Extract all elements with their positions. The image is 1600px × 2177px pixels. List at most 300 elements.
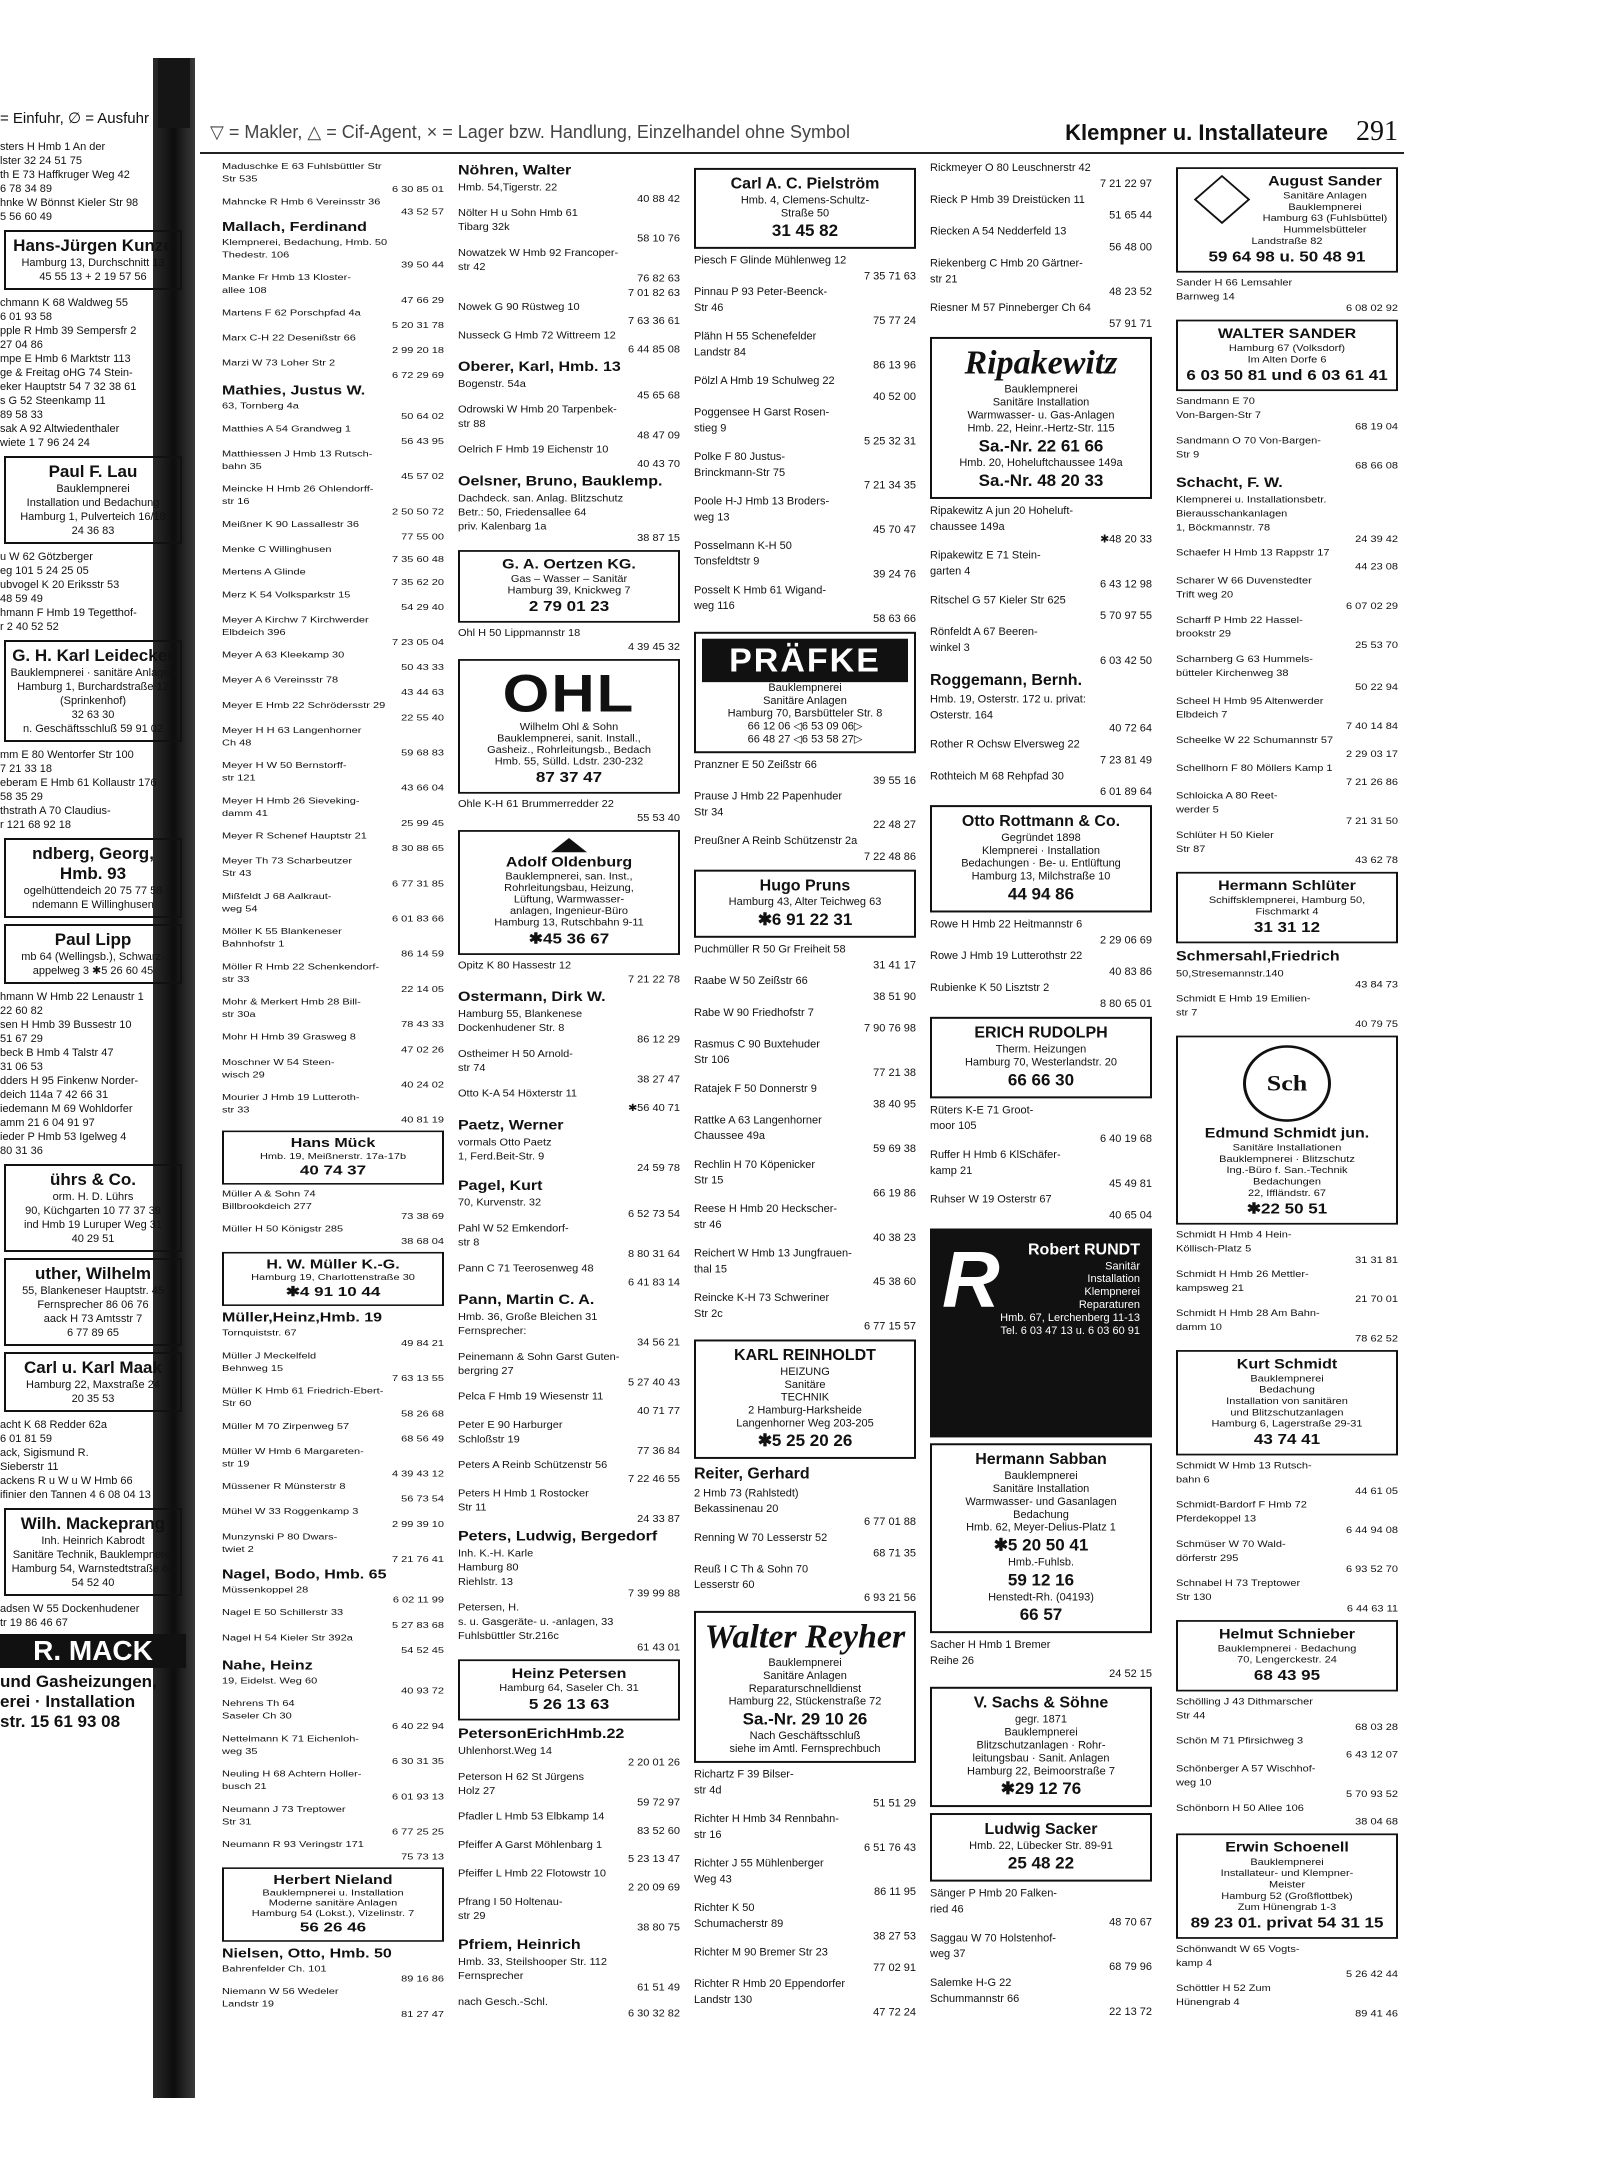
listing-entry (222, 1782, 444, 1802)
listing-phone: 6 77 01 88 (864, 1516, 916, 1529)
listing-entry (222, 1747, 444, 1767)
listing-text: weg 35 (222, 1746, 258, 1757)
listing-phone: 6 44 63 11 (1346, 1603, 1398, 1614)
listing-text: Str 15 (694, 1174, 724, 1187)
listing-entry (222, 1189, 444, 1199)
listing-entry (930, 610, 1152, 623)
listing-phone: 2 29 06 69 (1100, 934, 1152, 947)
listing-entry (458, 1603, 680, 1615)
listing-text: Billbrookdeich 277 (222, 1201, 312, 1212)
listing-entry (222, 940, 444, 960)
left-listing-line: iedemann M 69 Wohldorfer (0, 1103, 133, 1115)
advert-line: Bauklempnerei · sanitäre Anlagen (10, 667, 176, 679)
listing-phone: 40 24 02 (401, 1080, 444, 1090)
listing-phone: 68 66 08 (1355, 460, 1398, 472)
advert-box (1176, 167, 1398, 272)
advert-line: Reparaturschnelldienst (748, 1682, 862, 1695)
listing-entry (1176, 844, 1398, 867)
listing-entry (458, 1152, 680, 1175)
listing-text: Str 11 (458, 1502, 487, 1514)
listing-phone: 43 62 78 (1355, 855, 1398, 866)
left-page-content (0, 140, 186, 1732)
listing-text: Neumann J 73 Treptower (222, 1804, 346, 1815)
listing-text: str 19 (222, 1459, 250, 1469)
advert-phone: ✱5 20 50 41 (993, 1535, 1089, 1555)
listing-entry (458, 1577, 680, 1600)
listing-entry (930, 1194, 1152, 1207)
advert-box (458, 659, 680, 794)
listing-entry (1176, 1711, 1398, 1734)
listing-entry (1176, 396, 1398, 407)
listing-text: Peters A Reinb Schützenstr 56 (458, 1459, 608, 1471)
advert-phone: 68 43 95 (1253, 1667, 1321, 1684)
listing-text: Ch 48 (222, 738, 252, 748)
listing-text: Str 87 (1176, 843, 1206, 855)
listing-entry (694, 1083, 916, 1096)
listing-entry (694, 511, 916, 537)
listing-text: Hmb. 33, Steilshooper Str. 112 (458, 1957, 607, 1968)
listing-entry (458, 1117, 680, 1135)
listing-entry (1176, 292, 1398, 315)
listing-text: Tonsfeldtstr 9 (694, 555, 760, 568)
listing-phone: 44 23 08 (1355, 561, 1398, 573)
listing-text: Köllisch-Platz 5 (1176, 1243, 1252, 1255)
advert-line: Bauklempnerei · Blitzschutz (1219, 1154, 1355, 1165)
advert-line: Rohrleitungsbau, Heizung, (504, 883, 634, 894)
listing-text: Odrowski W Hmb 20 Tarpenbek- (458, 404, 617, 416)
left-listing-line: ubvogel K 20 Eriksstr 53 (0, 579, 120, 591)
listing-entry (458, 1826, 680, 1838)
listing-entry (930, 950, 1152, 963)
listing-phone: 6 44 94 08 (1346, 1525, 1398, 1536)
listing-phone: 78 62 52 (1355, 1333, 1398, 1344)
advert-line: Gegründet 1898 (1001, 831, 1081, 844)
listing-entry (930, 918, 1152, 931)
listing-text: Müller J Meckelfeld (222, 1351, 317, 1361)
advert-line: 6 77 89 65 (67, 1327, 119, 1339)
advert-line: (Sprinkenhof) (59, 695, 127, 707)
listing-entry (1176, 749, 1398, 760)
listing-entry (694, 1023, 916, 1036)
advert-box (694, 1339, 916, 1458)
listing-phone: 6 77 25 25 (392, 1827, 444, 1837)
listing-entry (222, 485, 444, 495)
listing-text: Meincke H Hmb 26 Ohlendorff- (222, 484, 374, 494)
listing-text: Mohr & Merkert Hmb 28 Bill- (222, 997, 361, 1007)
listing-text: Str 2c (694, 1307, 723, 1320)
listing-entry (1176, 1983, 1398, 1994)
listing-text: chaussee 149a (930, 520, 1005, 533)
listing-entry (458, 642, 680, 654)
advert-phone: 44 94 86 (1007, 884, 1075, 904)
right-page (200, 112, 1404, 2032)
advert-company-name: ührs & Co. (50, 1170, 136, 1189)
listing-entry (222, 402, 444, 422)
listing-text: kampsweg 21 (1176, 1282, 1244, 1294)
listing-phone: 24 33 87 (637, 1514, 680, 1525)
listing-entry (458, 799, 680, 811)
left-listing-line: thstrath A 70 Claudius- (0, 805, 111, 817)
listing-name: Nagel, Bodo, Hmb. 65 (222, 1568, 387, 1582)
listing-entry (694, 1813, 916, 1826)
advert-company-name: August Sander (1268, 174, 1382, 190)
advert-line: Hamburg 39, Knickweg 7 (507, 585, 631, 597)
listing-text: Pfrang I 50 Holtenau- (458, 1896, 563, 1908)
listing-phone: 6 07 02 29 (1346, 600, 1398, 612)
left-listing-line: beck B Hmb 4 Talstr 47 (0, 1047, 114, 1059)
listing-text: Schlüter H 50 Kieler (1176, 830, 1274, 841)
advert-box (1176, 1620, 1398, 1691)
listing-entry (694, 391, 916, 404)
listing-text: Pferdekoppel 13 (1176, 1513, 1257, 1525)
listing-text: 50,Stresemannstr.140 (1176, 968, 1284, 979)
listing-phone: 34 56 21 (637, 1337, 680, 1349)
listing-phone: 43 44 63 (401, 688, 444, 698)
listing-entry (1176, 278, 1398, 289)
listing-entry (222, 726, 444, 736)
listing-phone: 6 52 73 54 (628, 1209, 680, 1220)
listing-entry (930, 318, 1152, 331)
listing-text: str 121 (222, 773, 256, 783)
listing-entry (930, 566, 1152, 592)
listing-entry (458, 1726, 680, 1744)
listing-text: Von-Bargen-Str 7 (1176, 410, 1261, 421)
advert-line: Hmb.-Fuhlsb. (1007, 1556, 1075, 1569)
advert-line: HEIZUNG (780, 1366, 830, 1378)
left-listing-line: 7 21 33 18 (0, 763, 52, 775)
listing-phone: 43 52 57 (401, 207, 444, 217)
listing-entry (458, 1103, 680, 1115)
advert-box (1176, 1350, 1398, 1455)
advert-line: Sanitäre Installation (992, 396, 1090, 409)
advert-phone: Sa.-Nr. 48 20 33 (978, 471, 1104, 491)
listing-phone: 59 72 97 (637, 1797, 680, 1809)
listing-phone: 7 23 81 49 (1100, 754, 1152, 767)
listing-text: Pfeiffer L Hmb 22 Flotowstr 10 (458, 1868, 606, 1880)
listing-entry (694, 584, 916, 597)
listing-text: Peterson H 62 St Jürgens (458, 1771, 584, 1783)
listing-entry (222, 774, 444, 794)
left-listing-line: hmann W Hmb 22 Lenaustr 1 (0, 991, 144, 1003)
listing-text: Rattke A 63 Langenhorner (694, 1114, 822, 1127)
advert-company-name: Wilh. Mackeprang (20, 1514, 166, 1533)
listing-entry (222, 975, 444, 995)
listing-entry (930, 1639, 1152, 1652)
listing-text: Petersen, H. (458, 1602, 520, 1614)
listing-text: 70, Kurvenstr. 32 (458, 1197, 542, 1209)
left-advert-box (4, 230, 182, 290)
listing-phone: 58 26 68 (401, 1409, 444, 1419)
listing-phone: 5 27 40 43 (628, 1377, 680, 1389)
listing-entry (458, 1198, 680, 1221)
left-listing-line: sen H Hmb 39 Bussestr 10 (0, 1019, 132, 1031)
listing-text: weg 10 (1176, 1777, 1212, 1789)
advert-box (930, 805, 1152, 912)
listing-entry (694, 1579, 916, 1605)
advert-company-name: Helmut Schnieber (1218, 1627, 1356, 1642)
advert-phone: 87 37 47 (535, 768, 603, 786)
listing-phone: 48 70 67 (1109, 1916, 1152, 1929)
advert-line: ndemann E Willinghusen (32, 899, 154, 911)
listing-phone: 7 21 26 86 (1346, 776, 1398, 788)
listing-entry (1176, 1475, 1398, 1498)
listing-text: str 74 (458, 1063, 486, 1074)
listing-entry (222, 273, 444, 283)
listing-entry (1176, 710, 1398, 733)
listing-text: Rubienke K 50 Lisztstr 2 (930, 982, 1050, 994)
left-listing-line: amm 21 6 04 91 97 (0, 1117, 95, 1129)
listing-entry (930, 966, 1152, 979)
listing-entry (222, 1033, 444, 1043)
listing-name: Oelsner, Bruno, Bauklemp. (458, 473, 663, 489)
listing-phone: 5 25 32 31 (864, 435, 916, 448)
listing-text: Riehlstr. 13 (458, 1576, 514, 1588)
listing-entry (222, 1399, 444, 1419)
listing-text: str 33 (222, 1105, 250, 1115)
listing-text: Str 43 (222, 869, 252, 879)
listing-text: Saseler Ch 30 (222, 1711, 292, 1721)
listing-entry (694, 1130, 916, 1156)
left-listing-line: mm E 80 Wentorfer Str 100 (0, 749, 134, 761)
listing-entry (694, 556, 916, 582)
listing-phone: 83 52 60 (637, 1825, 680, 1837)
listing-text: Hünengrab 4 (1176, 1997, 1240, 2008)
listing-text: brookstr 29 (1176, 628, 1232, 640)
listing-phone: 6 01 83 66 (392, 914, 444, 924)
listing-text: Plähn H 55 Schenefelder (694, 330, 817, 343)
listing-entry (694, 451, 916, 464)
listing-entry (222, 175, 444, 195)
listing-entry (222, 1987, 444, 1997)
listing-text: Schönwandt W 65 Vogts- (1176, 1944, 1300, 1955)
listing-entry (222, 520, 444, 530)
left-listing-line: dders H 95 Finkenw Norder- (0, 1075, 139, 1087)
advert-company-name: Heinz Petersen (511, 1666, 627, 1682)
listing-entry (694, 835, 916, 848)
listing-name: Mallach, Ferdinand (222, 220, 367, 235)
listing-entry (1176, 969, 1398, 992)
advert-box (1176, 1833, 1398, 1938)
advert-box (458, 550, 680, 623)
listing-phone: 39 55 16 (873, 774, 916, 787)
listing-entry (458, 1488, 680, 1500)
listing-phone: 75 77 24 (873, 314, 916, 327)
listing-phone: 45 57 02 (401, 472, 444, 482)
listing-entry (222, 449, 444, 459)
advert-box (694, 870, 916, 938)
listing-entry (1176, 1592, 1398, 1615)
advert-box (1176, 320, 1398, 391)
listing-phone: 2 99 39 10 (392, 1519, 444, 1530)
listing-text: Rother R Ochsw Elversweg 22 (930, 738, 1080, 751)
listing-phone: 40 93 72 (401, 1686, 444, 1696)
listing-entry (1176, 449, 1398, 472)
left-listing-line: s G 52 Steenkamp 11 (0, 395, 106, 407)
listing-text: str 46 (694, 1219, 722, 1231)
listing-text: Reichert W Hmb 13 Jungfrauen- (694, 1247, 852, 1260)
advert-line: Sanitäre Technik, Bauklempnerei (12, 1549, 174, 1561)
listing-entry (694, 331, 916, 344)
left-facing-page (0, 112, 186, 1982)
listing-entry (222, 1058, 444, 1068)
left-listing-line: deich 114a 7 42 66 31 (0, 1089, 109, 1101)
listing-phone: 6 51 76 43 (864, 1841, 916, 1854)
listing-text: str 7 (1176, 1007, 1198, 1019)
advert-phone: ✱6 91 22 31 (757, 910, 853, 929)
advert-box (930, 1017, 1152, 1099)
listing-text: Schönborn H 50 Allee 106 (1176, 1802, 1304, 1814)
listing-text: 19, Eidelst. Weg 60 (222, 1676, 318, 1686)
listing-entry (930, 1903, 1152, 1929)
advert-line: n. Geschäftsschluß 59 91 02 (22, 723, 164, 735)
listing-entry (222, 1699, 444, 1709)
listing-entry (1176, 435, 1398, 446)
listing-phone: 86 14 59 (401, 949, 444, 960)
listing-entry (222, 1495, 444, 1505)
listing-text: Meyer A Kirchw 7 Kirchwerder (222, 615, 369, 625)
listing-text: str 42 (458, 262, 486, 273)
listing-text: Sandmann O 70 Von-Bargen- (1176, 435, 1321, 446)
listing-entry (694, 851, 916, 864)
advert-line: Hamburg 13, Durchschnitt 13 (21, 257, 165, 269)
listing-entry (694, 1292, 916, 1305)
listing-entry (222, 676, 444, 686)
listing-entry (458, 1238, 680, 1261)
listing-text: Bahrenfelder Ch. 101 (222, 1964, 327, 1974)
listing-text: Schloicka A 80 Reet- (1176, 790, 1278, 802)
advert-box (930, 1229, 1152, 1438)
listing-entry (458, 1460, 680, 1472)
listing-text: Richter R Hmb 20 Eppendorfer (694, 1978, 846, 1990)
listing-entry (1176, 615, 1398, 626)
listing-entry (458, 522, 680, 545)
listing-text: Marx C-H 22 Desenißstr 66 (222, 333, 356, 343)
listing-entry (1176, 1308, 1398, 1319)
listing-text: Hamburg 80 (458, 1562, 519, 1574)
listing-entry (222, 437, 444, 447)
listing-phone: 7 90 76 98 (864, 1022, 916, 1035)
listing-phone: 7 35 62 20 (392, 577, 444, 588)
listing-text: Holz 27 (458, 1786, 496, 1797)
listing-text: winkel 3 (930, 642, 970, 655)
left-listing-line: 89 58 33 (0, 409, 43, 421)
advert-company-name: Hans-Jürgen Kunze (13, 236, 173, 255)
listing-text: Richter H Hmb 34 Rennbahn- (694, 1813, 839, 1826)
advert-line: Tel. 6 03 47 13 u. 6 03 60 91 (1000, 1324, 1140, 1337)
listing-phone: 50 22 94 (1355, 681, 1398, 693)
listing-entry (222, 197, 444, 217)
advert-line: appelweg 3 ✱5 26 60 45 (32, 965, 154, 977)
rmack-line: erei · Installation (0, 1692, 136, 1711)
listing-entry (694, 1769, 916, 1782)
listing-phone: 7 21 22 78 (628, 974, 680, 986)
listing-entry (222, 1459, 444, 1479)
listing-entry (222, 1387, 444, 1397)
listing-text: Nehrens Th 64 (222, 1699, 295, 1709)
listing-phone: 59 68 83 (401, 748, 444, 758)
listing-entry (458, 1549, 680, 1561)
listing-entry (458, 1957, 680, 1969)
listing-phone: 68 03 28 (1355, 1721, 1398, 1733)
listing-name: Nöhren, Walter (458, 162, 572, 178)
advert-line: Hmb. 22, Lübecker Str. 89-91 (969, 1839, 1113, 1852)
listing-entry (694, 1946, 916, 1959)
listing-entry (1176, 1750, 1398, 1761)
listing-text: weg 116 (694, 600, 735, 613)
listing-text: Dockenhudener Str. 8 (458, 1023, 565, 1034)
left-listing-line: 51 67 29 (0, 1033, 43, 1045)
listing-entry (458, 1177, 680, 1195)
listing-entry (1176, 1539, 1398, 1550)
listing-text: Rieck P Hmb 39 Dreistücken 11 (930, 193, 1085, 206)
listing-text: priv. Kalenbarg 1a (458, 521, 547, 533)
listing-text: str 88 (458, 418, 486, 430)
advert-phone: ✱29 12 76 (1000, 1779, 1082, 1799)
listing-entry (694, 775, 916, 788)
listing-text: Scharer W 66 Duvenstedter (1176, 575, 1312, 587)
listing-phone: 7 22 48 86 (864, 850, 916, 863)
listing-phone: 7 35 71 63 (864, 270, 916, 283)
advert-company-name: Hermann Sabban (975, 1451, 1107, 1469)
listing-entry (222, 359, 444, 369)
listing-text: Schaefer H Hmb 13 Rappstr 17 (1176, 547, 1330, 559)
advert-company-name: Walter Reyher (704, 1618, 906, 1656)
listing-phone: 7 23 05 04 (392, 638, 444, 648)
listing-text: Hmb. 54,Tigerstr. 22 (458, 182, 558, 194)
listing-text: Schumacherstr 89 (694, 1917, 784, 1930)
listing-entry (458, 1049, 680, 1061)
listing-text: Barnweg 14 (1176, 291, 1235, 303)
listing-entry (694, 759, 916, 772)
listing-entry (222, 688, 444, 698)
listing-entry (458, 1937, 680, 1955)
listing-text: Pinnau P 93 Peter-Beenck- (694, 286, 828, 299)
listing-entry (222, 1225, 444, 1235)
listing-text: Sacher H Hmb 1 Bremer (930, 1639, 1051, 1652)
listing-entry (930, 550, 1152, 563)
left-listing-line: lster 32 24 51 75 (0, 155, 82, 167)
advert-box (1176, 1036, 1398, 1225)
listing-text: Landstr 84 (694, 346, 746, 359)
listing-text: kamp 4 (1176, 1958, 1213, 1969)
advert-line: gegr. 1871 (1015, 1713, 1067, 1726)
listing-entry (930, 694, 1152, 707)
listing-entry (1176, 1944, 1398, 1955)
advert-line: Hamburg 43, Alter Teichweg 63 (728, 896, 882, 909)
listing-entry (222, 615, 444, 625)
listing-name: Nahe, Heinz (222, 1659, 313, 1673)
listing-entry (458, 359, 680, 377)
listing-entry (930, 1149, 1152, 1162)
listing-entry (1176, 629, 1398, 652)
advert-line: Bedachungen · Be- u. Entlüftung (961, 857, 1121, 870)
listing-name: Oberer, Karl, Hmb. 13 (458, 359, 621, 375)
listing-text: Raabe W 50 Zeißstr 66 (694, 975, 808, 988)
listing-entry (1176, 791, 1398, 802)
listing-phone: 48 23 52 (1109, 286, 1152, 299)
listing-entry (1176, 668, 1398, 679)
listing-phone: 24 59 78 (637, 1163, 680, 1174)
listing-phone: 58 63 66 (873, 613, 916, 625)
listing-entry (1176, 590, 1398, 613)
listing-entry (694, 600, 916, 626)
listing-text: Schmidt H Hmb 28 Am Bahn- (1176, 1308, 1320, 1319)
advert-line: 66 12 06 ◁6 53 09 06▷ (747, 720, 863, 733)
listing-phone: 4 39 43 12 (392, 1469, 444, 1480)
listing-entry (694, 407, 916, 420)
advert-box (222, 1252, 444, 1306)
listing-entry (1176, 562, 1398, 573)
